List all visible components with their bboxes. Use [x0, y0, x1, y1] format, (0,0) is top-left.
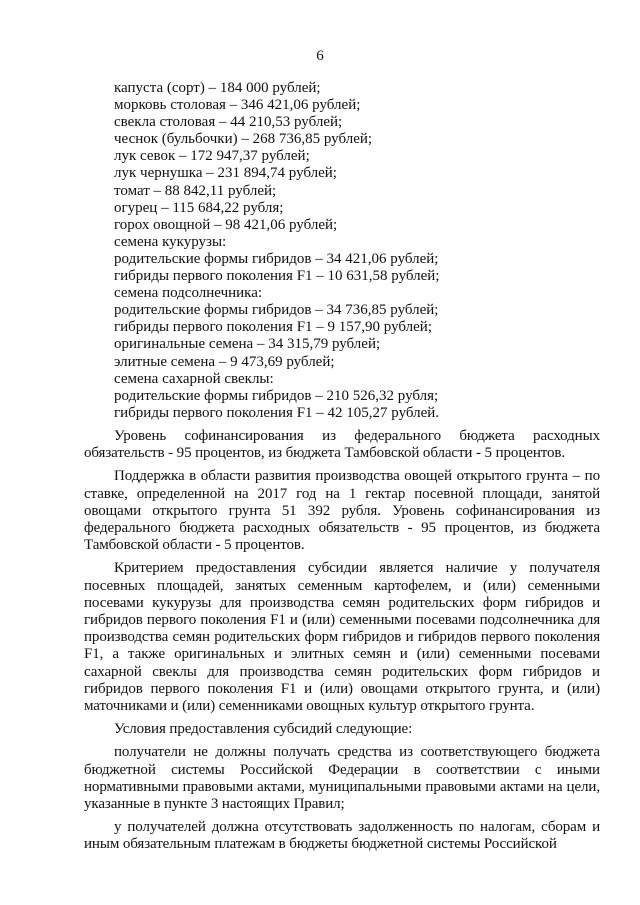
list-item: лук чернушка – 231 894,74 рублей; — [114, 165, 337, 182]
list-item: родительские формы гибридов – 34 736,85 рублей; — [114, 302, 439, 319]
list-item: горох овощной – 98 421,06 рублей; — [114, 216, 338, 233]
list-item: родительские формы гибридов – 34 421,06 рублей; — [114, 250, 439, 267]
list-item: морковь столовая – 346 421,06 рублей; — [114, 97, 361, 114]
subsidy-rate-list — [114, 80, 604, 422]
list-item: томат – 88 842,11 рублей; — [114, 182, 277, 199]
list-heading: семена подсолнечника: — [114, 285, 263, 302]
list-item: гибриды первого поколения F1 – 9 157,90 рублей; — [114, 319, 432, 336]
list-item: гибриды первого поколения F1 – 42 105,27 рублей. — [114, 404, 440, 421]
list-item: элитные семена – 9 473,69 рублей; — [114, 353, 335, 370]
paragraph-conditions-heading: Условия предоставления субсидий следующие: — [114, 721, 413, 738]
paragraph-condition-1: получатели не должны получать средства из соответствующего бюджета бюджетной системы Российской Федерации в соответствии с иными нормативными правовыми актами, муниципальными правовыми актами на цели, указанные в пункте 3 настоящих Правил; — [84, 744, 600, 813]
body-paragraphs — [84, 428, 600, 860]
list-item: гибриды первого поколения F1 – 10 631,58 рублей; — [114, 268, 440, 285]
list-item: лук севок – 172 947,37 рублей; — [114, 148, 310, 165]
list-item: свекла столовая – 44 210,53 рублей; — [114, 114, 343, 131]
paragraph-condition-2: у получателей должна отсутствовать задолженность по налогам, сборам и иным обязательным платежам в бюджеты бюджетной системы Российской — [84, 819, 600, 853]
paragraph-cofinancing: Уровень софинансирования из федерального бюджета расходных обязательств - 95 процентов, из бюджета Тамбовской области - 5 процентов. — [84, 428, 600, 462]
list-item: оригинальные семена – 34 315,79 рублей; — [114, 336, 381, 353]
list-item: чеснок (бульбочки) – 268 736,85 рублей; — [114, 131, 373, 148]
page-number: 6 — [316, 48, 324, 64]
paragraph-vegetable-support: Поддержка в области развития производства овощей открытого грунта – по ставке, определенной на 2017 год на 1 гектар посевной площади, занятой овощами открытого грунта 51 392 рубля. Уровень софинансирования из федерального бюджета расходных обязательств - 95 процентов, из бюджета Тамбовской области - 5 процентов. — [84, 468, 600, 554]
paragraph-criterion: Критерием предоставления субсидии является наличие у получателя посевных площадей, занятых семенным картофелем, и (или) семенными посевами кукурузы для производства семян родительских форм гибридов и гибридов первого поколения F1 и (или) семенными посевами подсолнечника для производства семян родительских форм гибридов и гибридов первого поколения F1, а также оригинальных и элитных семян и (или) семенными посевами сахарной свеклы для производства семян родительских форм гибридов и гибридов первого поколения F1 и (или) овощами открытого грунта, и (или) маточниками и (или) семенниками овощных культур открытого грунта. — [84, 560, 600, 715]
list-item: родительские формы гибридов – 210 526,32 рубля; — [114, 387, 439, 404]
list-item: капуста (сорт) – 184 000 рублей; — [114, 80, 321, 96]
list-item: огурец – 115 684,22 рубля; — [114, 199, 284, 216]
list-heading: семена сахарной свеклы: — [114, 370, 274, 387]
list-heading: семена кукурузы: — [114, 233, 227, 250]
